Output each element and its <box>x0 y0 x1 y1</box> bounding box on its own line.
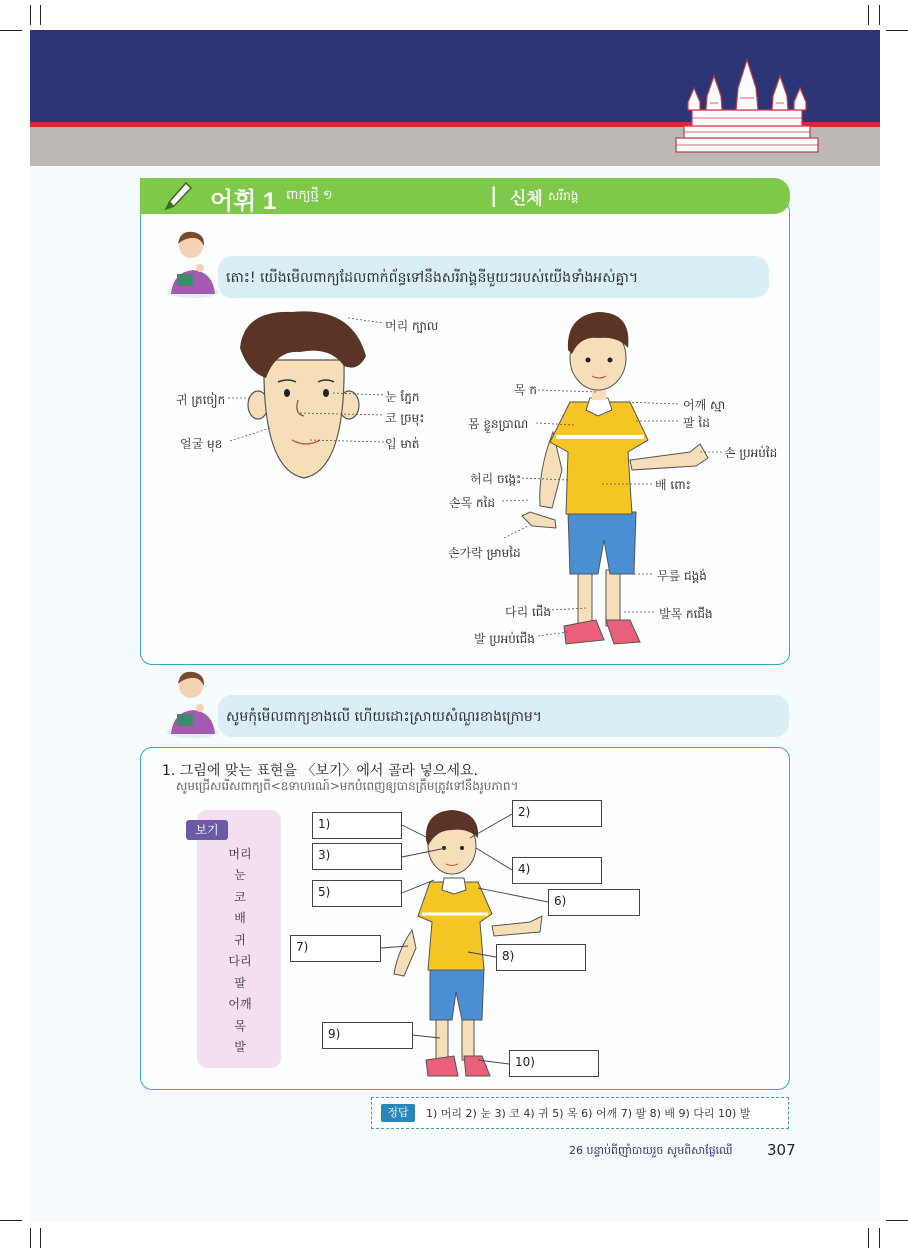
instruction-text: សូមកុំមើលពាក្យខាងលើ ហើយដោះស្រាយសំណួរខាងក្រោម។ <box>226 709 543 725</box>
label-torso: 몸 ខ្លួនប្រាណ <box>468 417 529 431</box>
answer-blank-9[interactable]: 9) <box>322 1022 413 1049</box>
label-waist: 허리 ចង្កេះ <box>470 472 522 486</box>
label-knee: 무릎 ជង្គង់ <box>657 569 707 583</box>
answer-blank-6[interactable]: 6) <box>548 889 640 916</box>
teacher-avatar <box>163 228 223 298</box>
crop-mark <box>40 1228 41 1248</box>
exercise-title: 1. 그림에 맞는 표현을 〈보기〉에서 골라 넣으세요. <box>162 763 478 779</box>
pencil-icon <box>160 179 194 213</box>
temple-icon <box>674 58 820 154</box>
label-hand: 손 ប្រអប់ដៃ <box>724 446 778 460</box>
crop-mark <box>40 5 41 25</box>
label-head: 머리 ក្បាល <box>385 319 439 333</box>
label-face: 얼굴 មុខ <box>180 437 223 451</box>
label-wrist: 손목 កដៃ <box>449 496 496 510</box>
word-box-label: 보기 <box>186 820 228 840</box>
crop-mark <box>879 1228 880 1248</box>
section-tab <box>140 178 790 214</box>
label-finger: 손가락 ម្រាមដៃ <box>448 546 521 560</box>
answer-blank-10[interactable]: 10) <box>509 1050 599 1077</box>
label-foot: 발 ប្រអប់ជើង <box>474 632 535 646</box>
answer-blank-1[interactable]: 1) <box>312 812 402 839</box>
word-item: 귀 <box>234 933 246 947</box>
crop-mark <box>886 1220 908 1221</box>
crop-mark <box>879 5 880 25</box>
crop-mark <box>0 30 22 31</box>
label-arm: 팔 ដៃ <box>683 416 710 430</box>
word-item: 다리 <box>228 954 252 968</box>
crop-mark <box>886 30 908 31</box>
answer-key-text: 1) 머리 2) 눈 3) 코 4) 귀 5) 목 6) 어깨 7) 팔 8) 배 9) 다리 10) 발 <box>426 1107 751 1120</box>
crop-mark <box>30 5 31 25</box>
section-subtitle: ពាក្យថ្មី ១ <box>286 188 333 203</box>
word-item: 머리 <box>228 847 252 861</box>
crop-mark <box>30 1228 31 1248</box>
answer-key <box>371 1097 789 1129</box>
answer-blank-7[interactable]: 7) <box>290 935 381 962</box>
answer-blank-4[interactable]: 4) <box>512 857 602 884</box>
label-nose: 코 ច្រមុះ <box>385 411 425 425</box>
word-item: 코 <box>234 890 246 904</box>
word-item: 발 <box>234 1040 246 1054</box>
label-belly: 배 ពោះ <box>655 478 691 492</box>
answer-blank-5[interactable]: 5) <box>312 880 402 907</box>
answer-key-label: 정답 <box>381 1104 415 1122</box>
page-number: 307 <box>767 1141 796 1159</box>
answer-blank-8[interactable]: 8) <box>496 944 586 971</box>
crop-mark <box>0 1220 22 1221</box>
label-ear: 귀 ត្រចៀក <box>176 393 226 407</box>
word-item: 배 <box>234 911 246 925</box>
label-ankle: 발목 កជើង <box>659 607 713 621</box>
section-topic: 신체 <box>510 189 543 209</box>
section-separator: | <box>490 183 498 207</box>
label-mouth: 입 មាត់ <box>385 437 420 451</box>
crop-mark <box>868 5 869 25</box>
answer-blank-2[interactable]: 2) <box>512 800 602 827</box>
label-shoulder: 어깨 ស្មា <box>683 398 726 412</box>
word-item: 눈 <box>234 868 246 882</box>
instruction-bubble <box>218 256 769 298</box>
section-topic-khmer: សរីរាង្គ <box>548 189 579 203</box>
label-neck: 목 ក <box>514 383 538 397</box>
word-item: 목 <box>234 1019 246 1033</box>
word-item: 팔 <box>234 976 246 990</box>
exercise-subtitle: សូមជ្រើសរើសពាក្យពី<ឧទាហរណ៍>មកបំពេញឲ្យបានត្រឹមត្រូវទៅនឹងរូបភាព។ <box>176 779 519 793</box>
instruction-text: តោះ! យើងមើលពាក្យដែលពាក់ព័ន្ធទៅនឹងសរីរាង្គនីមួយៗរបស់យើងទាំងអស់គ្នា។ <box>226 270 639 286</box>
teacher-avatar <box>163 668 223 738</box>
chapter-title: 26 បន្ទាប់ពីញ៉ាំបាយរួច សូមពិសាផ្លែឈើ <box>569 1144 733 1157</box>
label-leg: 다리 ជើង <box>505 605 552 619</box>
crop-mark <box>868 1228 869 1248</box>
answer-blank-3[interactable]: 3) <box>312 843 402 870</box>
label-eye: 눈 ភ្នែក <box>385 390 420 404</box>
instruction-bubble <box>218 695 789 737</box>
word-item: 어깨 <box>228 997 252 1011</box>
section-title: 어휘 1 <box>210 188 277 215</box>
